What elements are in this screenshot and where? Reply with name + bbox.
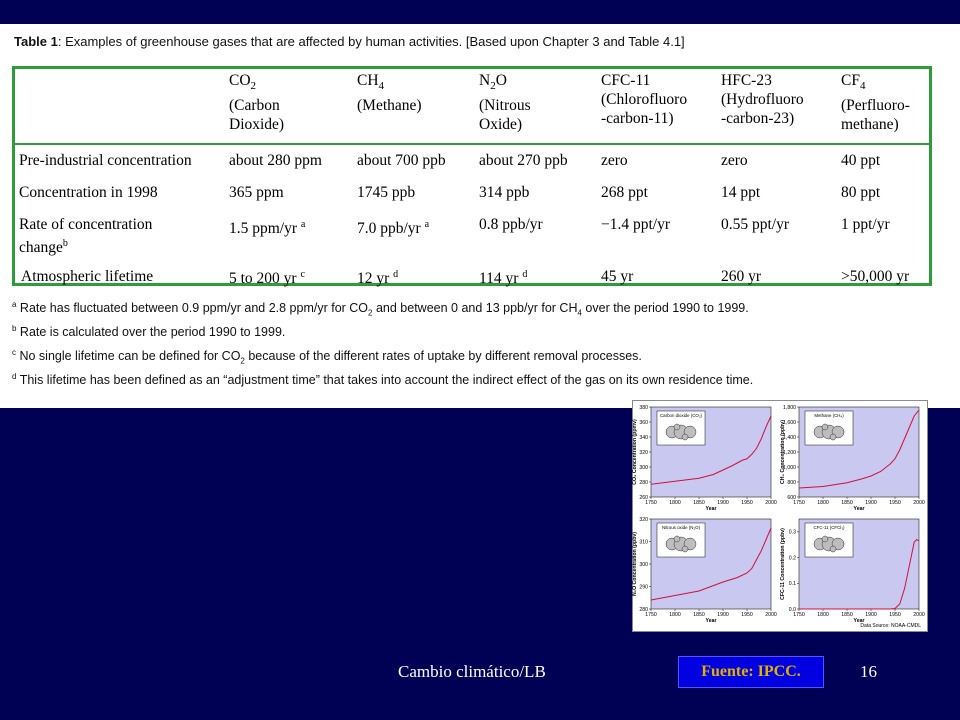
x-tick-label: 1900: [865, 612, 877, 618]
table-cell: zero: [601, 152, 628, 169]
x-tick-label: 1850: [693, 500, 705, 506]
y-tick-label: 310: [639, 539, 648, 546]
col-header-hfc23: HFC-23 (Hydrofluoro -carbon-23): [721, 72, 804, 127]
page-number: 16: [860, 662, 877, 681]
table-cell: 314 ppb: [479, 184, 530, 201]
x-tick-label: 1800: [817, 500, 829, 506]
y-tick-label: 380: [639, 404, 648, 411]
table-cell: −1.4 ppt/yr: [601, 216, 671, 233]
x-tick-label: 1900: [717, 612, 729, 618]
x-tick-label: 1850: [841, 612, 853, 618]
x-axis-label: Year: [705, 506, 717, 512]
x-tick-label: 1950: [889, 612, 901, 618]
y-tick-label: 800: [787, 479, 796, 486]
footnote-a: $^a$ Rate has fluctuated between 0.9 ppm/yr and 2.8 ppm/yr for $CO_2$ and between 0 and 13 ppb/yr for $CH_4$ over the period 1990 to 1999.: [12, 300, 749, 318]
y-tick-label: 0.1: [788, 581, 796, 588]
col-header-cf4: $CF_4$ (Perfluoro- methane): [841, 72, 910, 134]
footnote-c: $^c$ No single lifetime can be defined for $CO_2$ because of the different rates of uptake by different removal processes.: [12, 348, 642, 366]
table-cell: 1 ppt/yr: [841, 216, 890, 233]
table-cell: 14 ppt: [721, 184, 761, 201]
x-tick-label: 2000: [913, 500, 925, 506]
molecule-atom-icon: [682, 546, 688, 552]
x-axis-label: Year: [853, 618, 865, 624]
x-tick-label: 2000: [765, 612, 777, 618]
x-tick-label: 1750: [793, 612, 805, 618]
table-cell: 1.5 ppm/yr $^a$: [229, 219, 306, 238]
x-tick-label: 1800: [817, 612, 829, 618]
inset-label: Carbon dioxide (CO₂): [660, 413, 702, 418]
chart-panel: [780, 405, 925, 512]
inset-label: CFC-11 (CFCl₃): [813, 525, 845, 530]
inset-label: Methane (CH₄): [814, 413, 844, 418]
y-tick-label: 600: [787, 494, 796, 501]
y-tick-label: 260: [639, 494, 648, 501]
table-cell: 40 ppt: [841, 152, 881, 169]
y-axis-label: CH₄ Concentration (ppbv): [780, 420, 786, 484]
table-cell: about 280 ppm: [229, 152, 322, 169]
header-divider: [15, 143, 929, 145]
table-cell: 260 yr: [721, 268, 762, 285]
molecule-atom-icon: [830, 434, 836, 440]
molecule-atom-icon: [682, 434, 688, 440]
table-cell: 80 ppt: [841, 184, 881, 201]
x-tick-label: 1900: [717, 500, 729, 506]
y-tick-label: 300: [639, 464, 648, 471]
y-tick-label: 340: [639, 434, 648, 441]
table-cell: 0.8 ppb/yr: [479, 216, 543, 233]
y-tick-label: 280: [639, 479, 648, 486]
footnote-b: $^b$ Rate is calculated over the period 1990 to 1999.: [12, 324, 286, 340]
molecule-atom-icon: [830, 546, 836, 552]
y-tick-label: 0.2: [788, 555, 796, 562]
table-cell: zero: [721, 152, 748, 169]
x-tick-label: 1800: [669, 500, 681, 506]
x-tick-label: 1800: [669, 612, 681, 618]
row-label-preindustrial: Pre-industrial concentration: [19, 152, 192, 169]
molecule-atom-icon: [822, 424, 828, 430]
y-axis-label: N₂O Concentration (ppbv): [632, 532, 638, 596]
x-tick-label: 2000: [913, 612, 925, 618]
y-tick-label: 280: [639, 606, 648, 613]
inset-label: Nitrous oxide (N₂O): [661, 525, 701, 530]
table-cell: 12 yr $^d$: [357, 269, 399, 288]
y-tick-label: 1,600: [783, 419, 796, 426]
x-axis-label: Year: [853, 506, 865, 512]
chart-panel: [780, 519, 925, 624]
table-cell: about 700 ppb: [357, 152, 446, 169]
table-cell: 45 yr: [601, 268, 634, 285]
y-axis-label: CO₂ Concentration (ppmv): [632, 419, 638, 485]
table-cell: 1745 ppb: [357, 184, 416, 201]
greenhouse-gas-table-card: [0, 24, 960, 408]
row-label-concentration-1998: Concentration in 1998: [19, 184, 158, 201]
x-tick-label: 2000: [765, 500, 777, 506]
y-tick-label: 1,800: [783, 404, 796, 411]
y-tick-label: 300: [639, 561, 648, 568]
col-header-cfc11: CFC-11 (Chlorofluoro -carbon-11): [601, 72, 688, 127]
x-tick-label: 1750: [793, 500, 805, 506]
table-cell: 114 yr $^d$: [479, 269, 528, 288]
y-tick-label: 290: [639, 584, 648, 591]
molecule-atom-icon: [822, 536, 828, 542]
table-caption: Table 1: Examples of greenhouse gases that are affected by human activities. [Based upon Chapter 3 and Table 4.1]: [14, 34, 685, 49]
table-cell: 5 to 200 yr $^c$: [229, 269, 305, 288]
table-cell: >50,000 yr: [841, 268, 910, 285]
x-tick-label: 1850: [693, 612, 705, 618]
x-tick-label: 1950: [741, 500, 753, 506]
table-cell: 268 ppt: [601, 184, 648, 201]
y-tick-label: 1,400: [783, 434, 796, 441]
charts-credit: Data Source: NOAA-CMDL: [860, 623, 921, 629]
source-badge: Fuente: IPCC.: [678, 656, 824, 688]
table-cell: 365 ppm: [229, 184, 284, 201]
chart-panel: [632, 517, 777, 624]
y-tick-label: 0.0: [788, 606, 796, 613]
col-header-n2o: $N_2O$ (Nitrous Oxide): [479, 72, 531, 134]
x-tick-label: 1750: [645, 612, 657, 618]
y-tick-label: 320: [639, 449, 648, 456]
y-tick-label: 320: [639, 516, 648, 523]
y-tick-label: 0.3: [788, 529, 796, 536]
y-axis-label: CFC-11 Concentration (ppbv): [780, 528, 786, 600]
molecule-atom-icon: [674, 536, 680, 542]
x-tick-label: 1950: [889, 500, 901, 506]
table-cell: about 270 ppb: [479, 152, 568, 169]
x-tick-label: 1850: [841, 500, 853, 506]
table-cell: 7.0 ppb/yr $^a$: [357, 219, 430, 238]
col-header-co2: $CO_2$ (Carbon Dioxide): [229, 72, 285, 134]
footnote-d: $^d$ This lifetime has been defined as an “adjustment time” that takes into account the indirect effect of the gas on its own residence time.: [12, 372, 754, 388]
table-cell: 0.55 ppt/yr: [721, 216, 790, 233]
col-header-ch4: $CH_4$ (Methane): [357, 72, 422, 115]
y-tick-label: 1,000: [783, 464, 796, 471]
x-axis-label: Year: [705, 618, 717, 624]
greenhouse-gas-table: [12, 66, 932, 286]
chart-panel: [632, 405, 777, 512]
x-tick-label: 1900: [865, 500, 877, 506]
row-label-lifetime: Atmospheric lifetime: [21, 268, 154, 285]
charts-svg: [633, 401, 927, 631]
row-label-rate: Rate of concentration change$^b$: [19, 216, 153, 257]
molecule-atom-icon: [674, 424, 680, 430]
x-tick-label: 1750: [645, 500, 657, 506]
y-tick-label: 1,200: [783, 449, 796, 456]
gas-concentration-charts: [632, 400, 928, 632]
y-tick-label: 360: [639, 419, 648, 426]
footer-title: Cambio climático/LB: [398, 662, 546, 681]
x-tick-label: 1950: [741, 612, 753, 618]
